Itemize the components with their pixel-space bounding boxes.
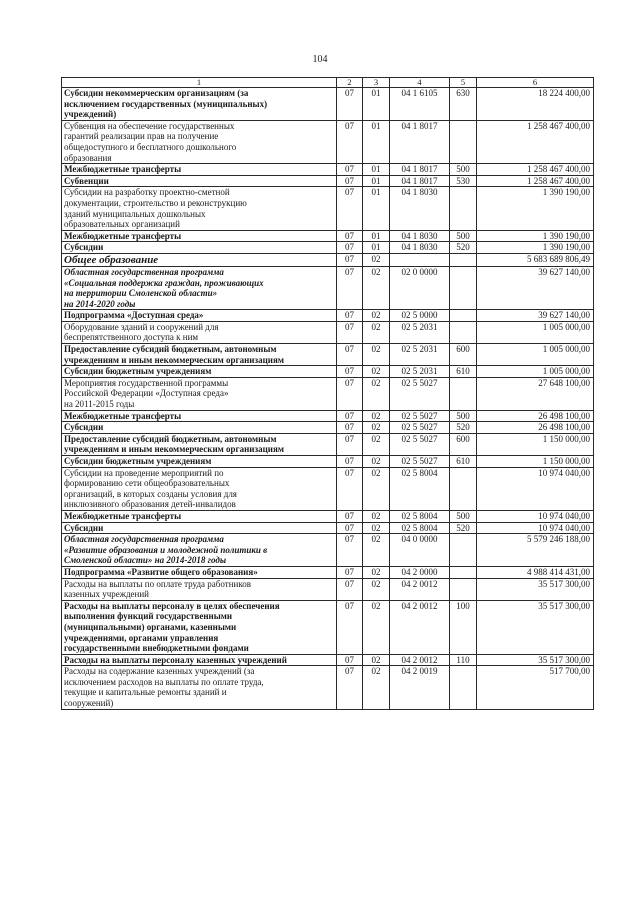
table-row (62, 510, 594, 522)
row-target-code: 04 2 0000 (390, 566, 450, 578)
row-section-code: 07 (337, 242, 363, 254)
row-amount: 39 627 140,00 (477, 266, 594, 309)
row-expense-type-code (450, 253, 477, 266)
row-amount: 5 579 246 188,00 (477, 534, 594, 567)
row-description: Подпрограмма «Доступная среда» (62, 310, 337, 322)
row-section-code: 07 (337, 422, 363, 434)
row-target-code: 04 1 8017 (390, 164, 450, 176)
table-row (62, 230, 594, 242)
row-target-code: 04 1 8017 (390, 175, 450, 187)
table-row (62, 164, 594, 176)
row-description: Мероприятия государственной программы Российской Федерации «Доступная среда» на 2011-2015 годы (62, 377, 337, 410)
row-expense-type-code: 500 (450, 510, 477, 522)
row-target-code: 02 5 5027 (390, 410, 450, 422)
row-section-code: 07 (337, 344, 363, 366)
row-description: Предоставление субсидий бюджетным, автономным учреждениям и иным некоммерческим организациям (62, 344, 337, 366)
row-subsection-code: 02 (363, 321, 390, 343)
row-section-code: 07 (337, 366, 363, 378)
row-section-code: 07 (337, 467, 363, 510)
row-section-code: 07 (337, 566, 363, 578)
table-row (62, 456, 594, 468)
row-description: Субвенция на обеспечение государственных гарантий реализации прав на получение общедоступного и бесплатного дошкольного образования (62, 120, 337, 163)
row-subsection-code: 02 (363, 510, 390, 522)
row-expense-type-code: 630 (450, 88, 477, 121)
table-header-row (62, 78, 594, 88)
row-target-code: 04 1 8030 (390, 230, 450, 242)
budget-table (61, 77, 594, 710)
row-expense-type-code (450, 120, 477, 163)
row-subsection-code: 02 (363, 654, 390, 666)
table-row (62, 253, 594, 266)
row-description: Межбюджетные трансферты (62, 230, 337, 242)
row-section-code: 07 (337, 88, 363, 121)
row-subsection-code: 02 (363, 566, 390, 578)
table-row (62, 321, 594, 343)
table-body (62, 78, 594, 710)
row-expense-type-code (450, 321, 477, 343)
row-target-code: 02 5 5027 (390, 377, 450, 410)
row-subsection-code: 02 (363, 410, 390, 422)
page-number: 104 (312, 54, 328, 65)
header-cell: 2 (337, 78, 363, 88)
row-subsection-code: 01 (363, 242, 390, 254)
row-subsection-code: 02 (363, 377, 390, 410)
row-expense-type-code: 530 (450, 175, 477, 187)
row-expense-type-code: 520 (450, 522, 477, 534)
table-row (62, 467, 594, 510)
row-section-code: 07 (337, 266, 363, 309)
row-target-code: 04 1 8017 (390, 120, 450, 163)
table-row (62, 534, 594, 567)
row-section-code: 07 (337, 175, 363, 187)
row-section-code: 07 (337, 433, 363, 455)
table-row (62, 600, 594, 654)
row-amount: 1 150 000,00 (477, 433, 594, 455)
row-subsection-code: 01 (363, 88, 390, 121)
row-amount: 26 498 100,00 (477, 410, 594, 422)
table-row (62, 310, 594, 322)
row-target-code: 02 5 5027 (390, 422, 450, 434)
row-subsection-code: 02 (363, 600, 390, 654)
row-section-code: 07 (337, 164, 363, 176)
row-subsection-code: 02 (363, 253, 390, 266)
row-subsection-code: 02 (363, 522, 390, 534)
row-subsection-code: 01 (363, 120, 390, 163)
row-expense-type-code: 500 (450, 164, 477, 176)
row-expense-type-code: 600 (450, 433, 477, 455)
row-amount: 35 517 300,00 (477, 654, 594, 666)
table-row (62, 88, 594, 121)
row-description: Субвенции (62, 175, 337, 187)
row-target-code: 02 5 2031 (390, 344, 450, 366)
row-subsection-code: 01 (363, 230, 390, 242)
row-description: Субсидии на проведение мероприятий по формированию сети общеобразовательных организаций, в которых созданы условия для инклюзивного образования детей-инвалидов (62, 467, 337, 510)
table-row (62, 410, 594, 422)
row-expense-type-code (450, 666, 477, 709)
row-subsection-code: 01 (363, 175, 390, 187)
row-amount: 10 974 040,00 (477, 522, 594, 534)
row-expense-type-code (450, 566, 477, 578)
row-target-code: 02 5 8004 (390, 467, 450, 510)
row-expense-type-code: 500 (450, 410, 477, 422)
row-amount: 1 390 190,00 (477, 187, 594, 230)
header-cell: 1 (62, 78, 337, 88)
row-target-code: 04 2 0019 (390, 666, 450, 709)
row-section-code: 07 (337, 253, 363, 266)
row-subsection-code: 02 (363, 366, 390, 378)
row-amount: 4 988 414 431,00 (477, 566, 594, 578)
row-target-code: 02 5 8004 (390, 522, 450, 534)
row-description: Субсидии (62, 422, 337, 434)
table-row (62, 366, 594, 378)
row-section-code: 07 (337, 522, 363, 534)
header-cell: 6 (477, 78, 594, 88)
header-cell: 3 (363, 78, 390, 88)
row-expense-type-code: 100 (450, 600, 477, 654)
row-section-code: 07 (337, 187, 363, 230)
row-amount: 1 005 000,00 (477, 366, 594, 378)
row-expense-type-code (450, 266, 477, 309)
row-target-code: 02 5 2031 (390, 321, 450, 343)
row-section-code: 07 (337, 600, 363, 654)
table-row (62, 666, 594, 709)
row-description: Областная государственная программа «Социальная поддержка граждан, проживающих на территории Смоленской области» на 2014-2020 годы (62, 266, 337, 309)
row-subsection-code: 01 (363, 187, 390, 230)
row-description: Областная государственная программа «Развитие образования и молодежной политики в Смоленской области» на 2014-2018 годы (62, 534, 337, 567)
row-section-code: 07 (337, 410, 363, 422)
row-target-code: 04 1 8030 (390, 242, 450, 254)
row-target-code: 02 5 2031 (390, 366, 450, 378)
row-expense-type-code (450, 377, 477, 410)
row-target-code: 02 5 0000 (390, 310, 450, 322)
table-row (62, 433, 594, 455)
row-subsection-code: 02 (363, 456, 390, 468)
row-amount: 1 390 190,00 (477, 242, 594, 254)
row-expense-type-code: 520 (450, 242, 477, 254)
row-amount: 1 258 467 400,00 (477, 164, 594, 176)
row-description: Расходы на выплаты персоналу в целях обеспечения выполнения функций государственными (муниципальными) органами, казенными учреждениями, органами управления государственными внебюджетными фондами (62, 600, 337, 654)
table-row (62, 242, 594, 254)
row-target-code: 04 2 0012 (390, 600, 450, 654)
row-section-code: 07 (337, 120, 363, 163)
table-row (62, 175, 594, 187)
row-section-code: 07 (337, 578, 363, 600)
row-description: Межбюджетные трансферты (62, 164, 337, 176)
row-section-code: 07 (337, 510, 363, 522)
row-expense-type-code: 610 (450, 456, 477, 468)
row-description: Субсидии бюджетным учреждениям (62, 456, 337, 468)
row-description: Субсидии на разработку проектно-сметной документации, строительство и реконструкцию зданий муниципальных дошкольных образовательных организаций (62, 187, 337, 230)
table-row (62, 422, 594, 434)
table-row (62, 522, 594, 534)
row-amount: 1 005 000,00 (477, 321, 594, 343)
row-expense-type-code (450, 578, 477, 600)
table-row (62, 578, 594, 600)
table-row (62, 344, 594, 366)
header-cell: 4 (390, 78, 450, 88)
row-amount: 1 258 467 400,00 (477, 120, 594, 163)
row-target-code: 04 2 0012 (390, 578, 450, 600)
row-description: Расходы на выплаты персоналу казенных учреждений (62, 654, 337, 666)
row-description: Оборудование зданий и сооружений для беспрепятственного доступа к ним (62, 321, 337, 343)
row-amount: 39 627 140,00 (477, 310, 594, 322)
row-subsection-code: 02 (363, 666, 390, 709)
row-target-code: 02 5 5027 (390, 456, 450, 468)
row-section-code: 07 (337, 321, 363, 343)
row-subsection-code: 02 (363, 310, 390, 322)
header-cell: 5 (450, 78, 477, 88)
row-target-code: 02 5 5027 (390, 433, 450, 455)
row-description: Субсидии (62, 522, 337, 534)
row-section-code: 07 (337, 534, 363, 567)
row-amount: 35 517 300,00 (477, 600, 594, 654)
table-row (62, 120, 594, 163)
row-expense-type-code (450, 187, 477, 230)
row-amount: 18 224 400,00 (477, 88, 594, 121)
row-description: Субсидии некоммерческим организациям (за исключением государственных (муниципальных) учреждений) (62, 88, 337, 121)
row-amount: 10 974 040,00 (477, 510, 594, 522)
row-description: Субсидии (62, 242, 337, 254)
row-expense-type-code: 500 (450, 230, 477, 242)
row-section-code: 07 (337, 377, 363, 410)
row-target-code: 04 0 0000 (390, 534, 450, 567)
table-row (62, 654, 594, 666)
row-expense-type-code: 110 (450, 654, 477, 666)
row-target-code: 04 1 8030 (390, 187, 450, 230)
row-section-code: 07 (337, 654, 363, 666)
row-amount: 5 683 689 806,49 (477, 253, 594, 266)
row-subsection-code: 02 (363, 578, 390, 600)
row-subsection-code: 02 (363, 433, 390, 455)
row-expense-type-code (450, 534, 477, 567)
row-expense-type-code (450, 467, 477, 510)
row-description: Межбюджетные трансферты (62, 410, 337, 422)
table-row (62, 566, 594, 578)
row-description: Межбюджетные трансферты (62, 510, 337, 522)
row-subsection-code: 02 (363, 344, 390, 366)
row-amount: 35 517 300,00 (477, 578, 594, 600)
row-subsection-code: 01 (363, 164, 390, 176)
row-section-code: 07 (337, 456, 363, 468)
row-section-code: 07 (337, 310, 363, 322)
row-amount: 1 005 000,00 (477, 344, 594, 366)
row-description: Расходы на содержание казенных учреждений (за исключением расходов на выплаты по оплате труда, текущие и капитальные ремонты зданий и сооружений) (62, 666, 337, 709)
row-description: Предоставление субсидий бюджетным, автономным учреждениям и иным некоммерческим организациям (62, 433, 337, 455)
row-section-code: 07 (337, 230, 363, 242)
row-expense-type-code: 610 (450, 366, 477, 378)
row-amount: 27 648 100,00 (477, 377, 594, 410)
row-expense-type-code: 600 (450, 344, 477, 366)
row-description: Общее образование (62, 253, 337, 266)
row-target-code (390, 253, 450, 266)
row-amount: 26 498 100,00 (477, 422, 594, 434)
row-description: Расходы на выплаты по оплате труда работников казенных учреждений (62, 578, 337, 600)
row-subsection-code: 02 (363, 266, 390, 309)
row-target-code: 04 2 0012 (390, 654, 450, 666)
row-target-code: 02 5 8004 (390, 510, 450, 522)
table-row (62, 187, 594, 230)
table-row (62, 266, 594, 309)
row-amount: 10 974 040,00 (477, 467, 594, 510)
row-amount: 1 258 467 400,00 (477, 175, 594, 187)
row-expense-type-code: 520 (450, 422, 477, 434)
row-amount: 517 700,00 (477, 666, 594, 709)
row-description: Подпрограмма «Развитие общего образования» (62, 566, 337, 578)
row-description: Субсидии бюджетным учреждениям (62, 366, 337, 378)
row-target-code: 02 0 0000 (390, 266, 450, 309)
row-subsection-code: 02 (363, 534, 390, 567)
row-subsection-code: 02 (363, 422, 390, 434)
table-row (62, 377, 594, 410)
row-expense-type-code (450, 310, 477, 322)
row-amount: 1 150 000,00 (477, 456, 594, 468)
row-section-code: 07 (337, 666, 363, 709)
row-amount: 1 390 190,00 (477, 230, 594, 242)
row-subsection-code: 02 (363, 467, 390, 510)
row-target-code: 04 1 6105 (390, 88, 450, 121)
